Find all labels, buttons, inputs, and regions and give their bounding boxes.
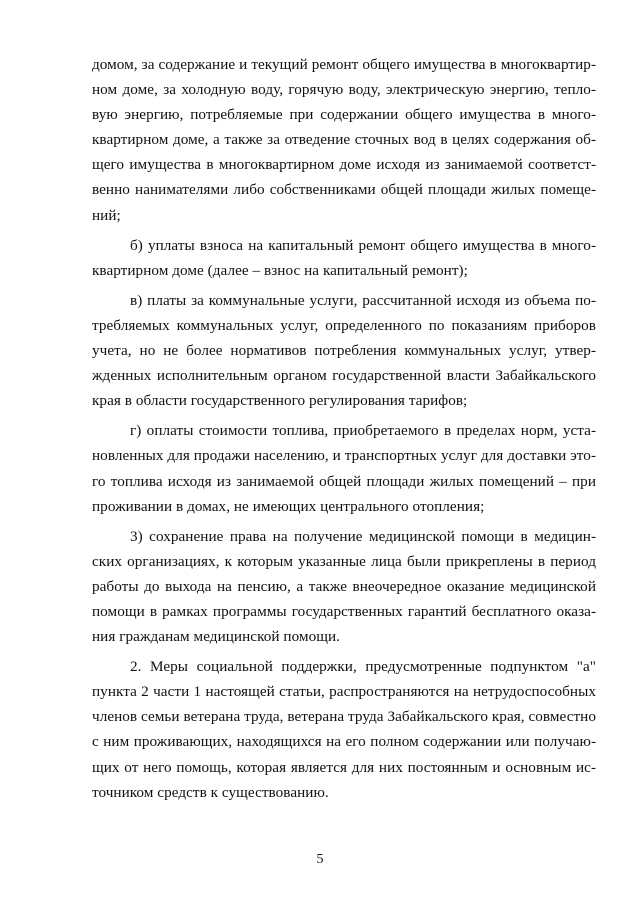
paragraph-section-2: 2. Меры социальной поддержки, предусмотренные подпунктом "а" пункта 2 части 1 настоящей статьи, распространяются на нетрудоспособных членов семьи ветерана труда, ветерана труда Забайкальского края, совместно с ним проживающих, находящихся на его полном содержании или получающих от него помощь, которая является для них постоянным и основным источником средств к существованию. (92, 658, 596, 801)
paragraph-subitem-v: в) платы за коммунальные услуги, рассчитанной исходя из объема потребляемых коммунальных услуг, определенного по показаниям приборов учета, но не более нормативов потребления коммунальных услуг, утвержденных исполнительным органом государственной власти Забайкальского края в области государственного регулирования тарифов; (92, 291, 596, 410)
paragraph-continuation: домом, за содержание и текущий ремонт общего имущества в многоквартирном доме, за холодную воду, горячую воду, электрическую энергию, тепловую энергию, потребляемые при содержании общего имущества в многоквартирном доме, а также за отведение сточных вод в целях содержания общего имущества в многоквартирном доме исходя из занимаемой соответственно нанимателями либо собственниками общей площади жилых помещений; (92, 56, 596, 224)
body-text (92, 52, 596, 805)
paragraph-item-3: 3) сохранение права на получение медицинской помощи в медицинских организациях, к которым указанные лица были прикреплены в период работы до выхода на пенсию, а также внеочередное оказание медицинской помощи в рамках программы государственных гарантий бесплатного оказания гражданам медицинской помощи. (92, 527, 596, 646)
paragraph-subitem-b: б) уплаты взноса на капитальный ремонт общего имущества в многоквартирном доме (далее – взнос на капитальный ремонт); (92, 236, 596, 279)
paragraph-subitem-g: г) оплаты стоимости топлива, приобретаемого в пределах норм, установленных для продажи населению, и транспортных услуг для доставки этого топлива исходя из занимаемой общей площади жилых помещений – при проживании в домах, не имеющих центрального отопления; (92, 422, 596, 515)
page-number: 5 (316, 852, 324, 867)
